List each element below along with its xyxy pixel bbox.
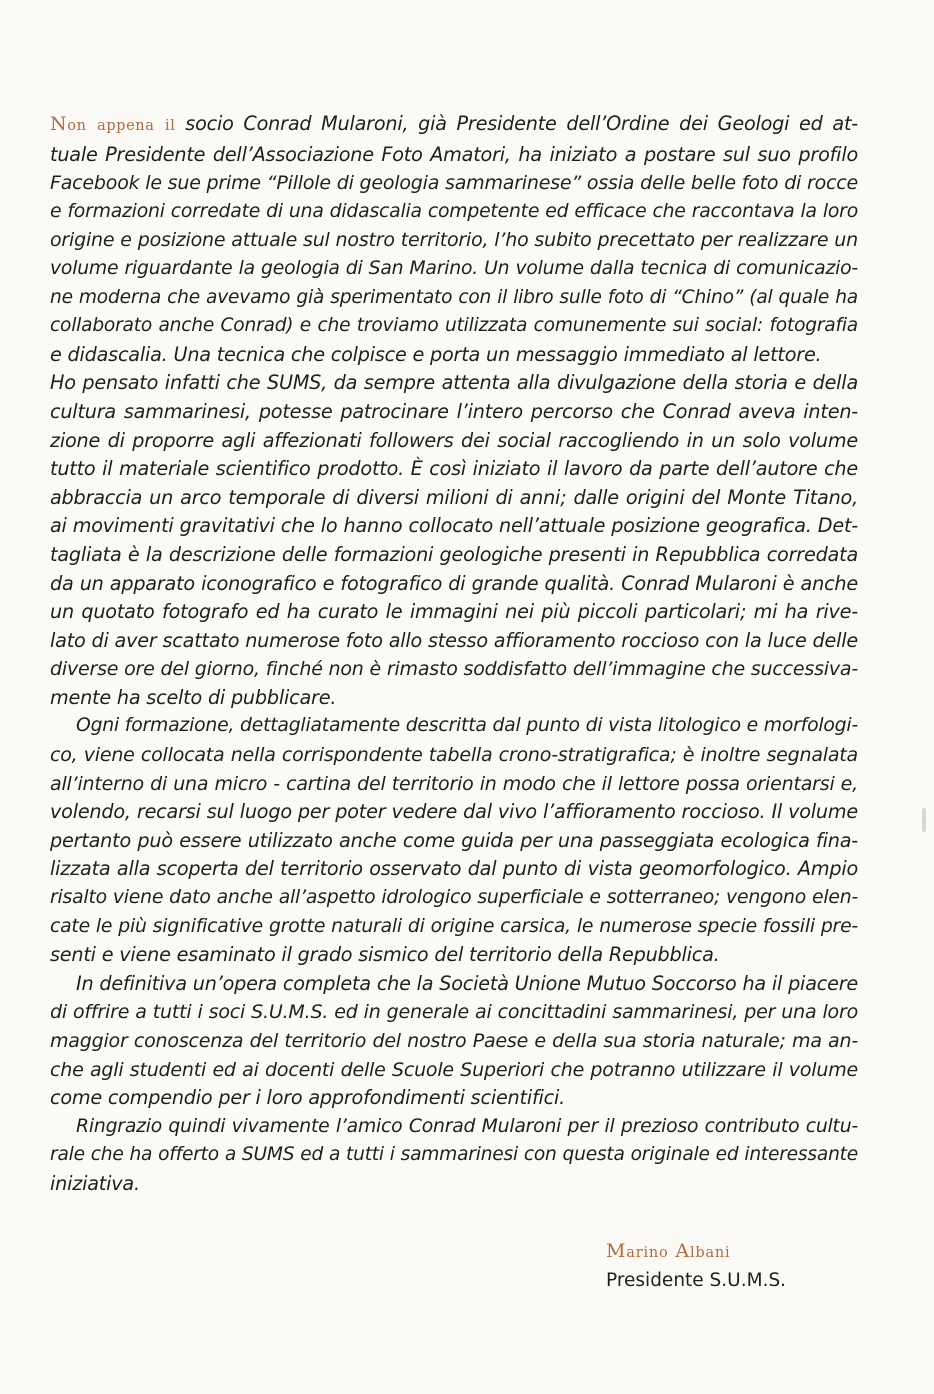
text-line: senti e viene esaminato il grado sismico del territorio della Repubblica. <box>50 943 720 967</box>
text-line: e formazioni corredate di una didascalia competente ed efficace che raccontava la loro <box>50 200 858 222</box>
text-line: ai movimenti gravitativi che lo hanno collocato nell’attuale posizione geografica. Det- <box>50 514 858 538</box>
text-line: cultura sammarinesi, potesse patrocinare l’intero percorso che Conrad aveva inten- <box>50 399 858 423</box>
text-line: che agli studenti ed ai docenti delle Scuole Superiori che potranno utilizzare il volume <box>50 1058 858 1081</box>
text-line: cate le più significative grotte naturali di origine carsica, le numerose specie fossili pre- <box>50 915 858 937</box>
text-line: mente ha scelto di pubblicare. <box>50 685 337 709</box>
text-line: diverse ore del giorno, finché non è rimasto soddisfatto dell’immagine che successiva- <box>50 658 858 681</box>
text-line: volendo, recarsi sul luogo per poter vedere dal vivo l’affioramento roccioso. Il volume <box>50 800 858 824</box>
text-line: rale che ha offerto a SUMS ed a tutti i sammarinesi con questa originale ed interessante <box>50 1144 858 1166</box>
text-line: co, viene collocata nella corrispondente tabella crono-stratigrafica; è inoltre segnalata <box>50 744 858 767</box>
text-line: da un apparato iconografico e fotografico di grande qualità. Conrad Mularoni è anche <box>50 571 858 595</box>
text-line: risalto viene dato anche all’aspetto idrologico superficiale e sotterraneo; vengono elen- <box>50 887 858 909</box>
text-line: Ringrazio quindi vivamente l’amico Conrad Mularoni per il prezioso contributo cultu- <box>76 1115 858 1137</box>
text-line: iniziativa. <box>50 1171 140 1195</box>
text-line: e didascalia. Una tecnica che colpisce e porta un messaggio immediato al lettore. <box>50 342 822 366</box>
text-line: origine e posizione attuale sul nostro territorio, l’ho subito precettato per realizzare un <box>50 229 858 252</box>
text-line: Ho pensato infatti che SUMS, da sempre attenta alla divulgazione della storia e della <box>50 371 858 395</box>
text-line-1: Non appena il socio Conrad Mularoni, già Presidente dell’Ordine dei Geologi ed at- <box>50 112 858 135</box>
text-line: tutto il materiale scientifico prodotto. È così iniziato il lavoro da parte dell’autore che <box>50 457 858 481</box>
text-line: ne moderna che avevamo già sperimentato con il libro sulle foto di “Chino” (al quale ha <box>50 286 858 308</box>
text-line: come compendio per i loro approfondimenti scientifici. <box>50 1086 566 1110</box>
text-line: Facebook le sue prime “Pillole di geologia sammarinese” ossia delle belle foto di rocce <box>50 172 858 195</box>
text-line: lizzata alla scoperta del territorio osservato dal punto di vista geomorfologico. Ampio <box>50 857 858 881</box>
page-edge-mark <box>922 808 926 832</box>
text-line: pertanto può essere utilizzato anche come guida per una passeggiata ecologica fina- <box>50 828 858 852</box>
text-line: abbraccia un arco temporale di diversi milioni di anni; dalle origini del Monte Titano, <box>50 485 858 509</box>
text-line: In definitiva un’opera completa che la Società Unione Mutuo Soccorso ha il piacere <box>76 971 858 995</box>
signature-block <box>606 1237 786 1295</box>
text-line: un quotato fotografo ed ha curato le immagini nei più piccoli particolari; mi ha rive- <box>50 600 858 624</box>
text-line: maggior conoscenza del territorio del nostro Paese e della sua storia naturale; ma an- <box>50 1030 858 1052</box>
text-line: zione di proporre agli affezionati followers dei social raccogliendo in un solo volume <box>50 428 858 452</box>
signature-name: Marino Albani <box>606 1240 731 1262</box>
text-line: tuale Presidente dell’Associazione Foto Amatori, ha iniziato a postare sul suo profilo <box>50 142 858 166</box>
text-line: collaborato anche Conrad) e che troviamo utilizzata comunemente sui social: fotografia <box>50 315 858 337</box>
text-line: lato di aver scattato numerose foto allo stesso affioramento roccioso con la luce delle <box>50 628 858 652</box>
text-line: volume riguardante la geologia di San Marino. Un volume dalla tecnica di comunicazio- <box>50 257 858 279</box>
lead-in-smallcaps: Non appena il <box>50 113 176 135</box>
text-line: tagliata è la descrizione delle formazioni geologiche presenti in Repubblica corredata <box>50 542 858 566</box>
text-line: Ogni formazione, dettagliatamente descritta dal punto di vista litologico e morfologi- <box>76 715 858 737</box>
text-line: di offrire a tutti i soci S.U.M.S. ed in generale ai concittadini sammarinesi, per una loro <box>50 1001 858 1024</box>
text-line: all’interno di una micro - cartina del territorio in modo che il lettore possa orientarsi e, <box>50 772 858 795</box>
body-text <box>50 110 858 1199</box>
signature-role: Presidente S.U.M.S. <box>606 1270 787 1291</box>
